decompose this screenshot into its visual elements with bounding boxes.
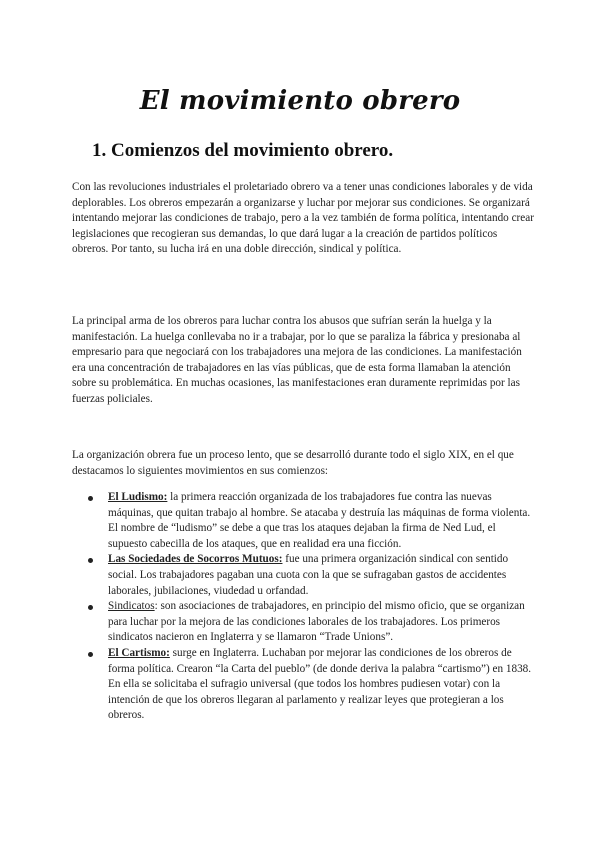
bullet-icon (88, 496, 93, 501)
paragraph-organization: La organización obrera fue un proceso lento, que se desarrolló durante todo el siglo XIX, en el que destacamos lo siguientes movimientos en sus comienzos: (72, 449, 514, 477)
term-ludismo: El Ludismo: (108, 491, 168, 503)
term-cartismo: El Cartismo: (108, 646, 170, 659)
paragraph-strike: La principal arma de los obreros para luchar contra los abusos que sufrían serán la huelga y la manifestación. La huelga conllevaba no ir a trabajar, por lo que se paraliza la fábrica y presionaba al empresario para que negociará con los trabajadores una mejora de las condiciones. La manifestación era una concentración de trabajadores en las vías públicas, que de esta forma llamaban la atención sobre su problemática. En muchas ocasiones, las manifestaciones eran duramente reprimidas por las fuerzas policiales. (72, 315, 522, 405)
bullet-icon (88, 558, 93, 563)
description-sindicatos: : son asociaciones de trabajadores, en principio del mismo oficio, que se organizan para luchar por la mejora de las condiciones laborales de los trabajadores. Los primeros sindicatos nacieron en Inglaterra y se llamaron “Trade Unions”. (108, 600, 525, 644)
section-number: 1. (92, 140, 107, 161)
description-cartismo: surge en Inglaterra. Luchaban por mejorar las condiciones de los obreros de forma política. Crearon “la Carta del pueblo” (de donde deriva la palabra “cartismo”) en 1838. En ella se solicitaba el sufragio universal (que todos los hombres pudiesen votar) con la intención de que los obreros llegaran al parlamento y realizar leyes que protegieran a los obreros. (108, 646, 532, 722)
list-item-cartismo (108, 646, 536, 724)
movements-list (108, 490, 536, 724)
term-socorros-mutuos: Las Sociedades de Socorros Mutuos: (108, 553, 283, 566)
description-ludismo: la primera reacción organizada de los trabajadores fue contra las nuevas máquinas, que quitan trabajo al hombre. Se atacaba y destruía las máquinas de forma violenta. El nombre de “ludismo” se debe a que tras los ataques dejaban la firma de Ned Lud, el supuesto cabecilla de los ataques, que en realidad era una ficción. (108, 491, 531, 550)
paragraph-intro: Con las revoluciones industriales el proletariado obrero va a tener unas condiciones laborales y de vida deplorables. Los obreros empezarán a organizarse y luchar por mejorar sus condiciones. Se organizará intentando mejorar las condiciones de trabajo, pero a la vez también de forma política, intentando crear legislaciones que recogieran sus demandas, lo que dará lugar a la creación de partidos políticos obreros. Por tanto, su lucha irá en una doble dirección, sindical y política. (72, 181, 534, 256)
document-title: El movimiento obrero (139, 86, 461, 116)
term-sindicatos: Sindicatos (108, 600, 155, 613)
section-title: Comienzos del movimiento obrero. (111, 140, 394, 161)
list-item-socorros-mutuos (108, 552, 536, 599)
description-socorros-mutuos: fue una primera organización sindical con sentido social. Los trabajadores pagaban una cuota con la que se sufragaban gastos de accidentes laborales, jubilaciones, viudedad u orfandad. (108, 553, 509, 597)
section-heading (92, 140, 393, 162)
bullet-icon (88, 605, 93, 610)
list-item-ludismo (108, 490, 536, 552)
list-item-sindicatos (108, 599, 536, 646)
bullet-icon (88, 652, 93, 657)
